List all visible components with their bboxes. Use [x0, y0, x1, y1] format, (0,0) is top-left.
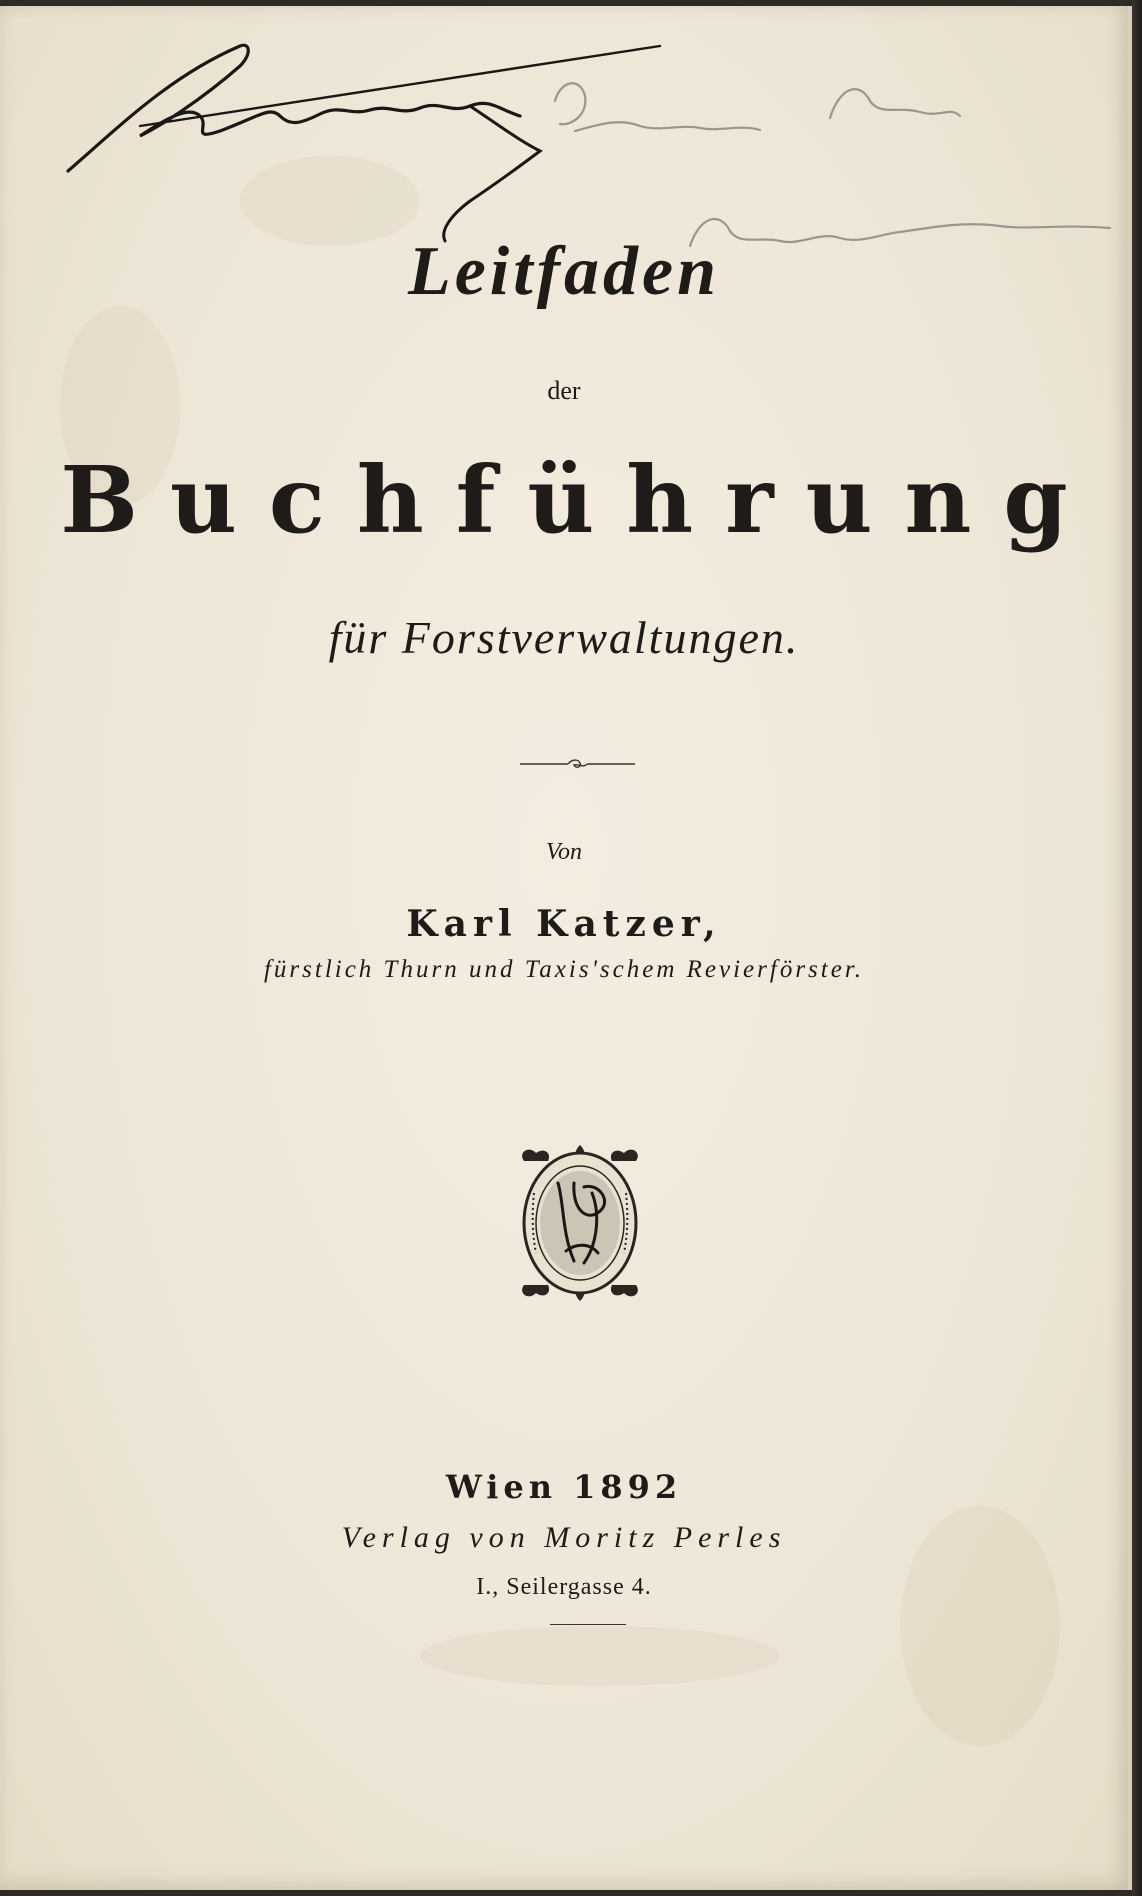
author-name: Karl Katzer, [406, 903, 722, 945]
ornamental-divider [520, 758, 635, 770]
paper-stain [420, 1626, 780, 1686]
title-page [0, 6, 1132, 1890]
bottom-divider [550, 1624, 626, 1625]
author-title: fürstlich Thurn und Taxis'schem Revierförster. [263, 956, 865, 983]
imprint-place-year: Wien 1892 [445, 1468, 683, 1506]
subtitle-forstverwaltungen: für Forstverwaltungen. [328, 612, 800, 663]
title-der: der [547, 376, 581, 405]
byline-von: Von [546, 839, 582, 865]
book-spine-edge [1132, 0, 1142, 1896]
imprint-address: I., Seilergasse 4. [476, 1574, 652, 1600]
imprint-publisher: Verlag von Moritz Perles [341, 1521, 787, 1554]
title-buchfuehrung: Buchführung [60, 446, 1100, 554]
title-leitfaden: Leitfaden [407, 233, 721, 310]
handwritten-signature [0, 6, 1128, 266]
publisher-emblem-icon [514, 1143, 646, 1303]
